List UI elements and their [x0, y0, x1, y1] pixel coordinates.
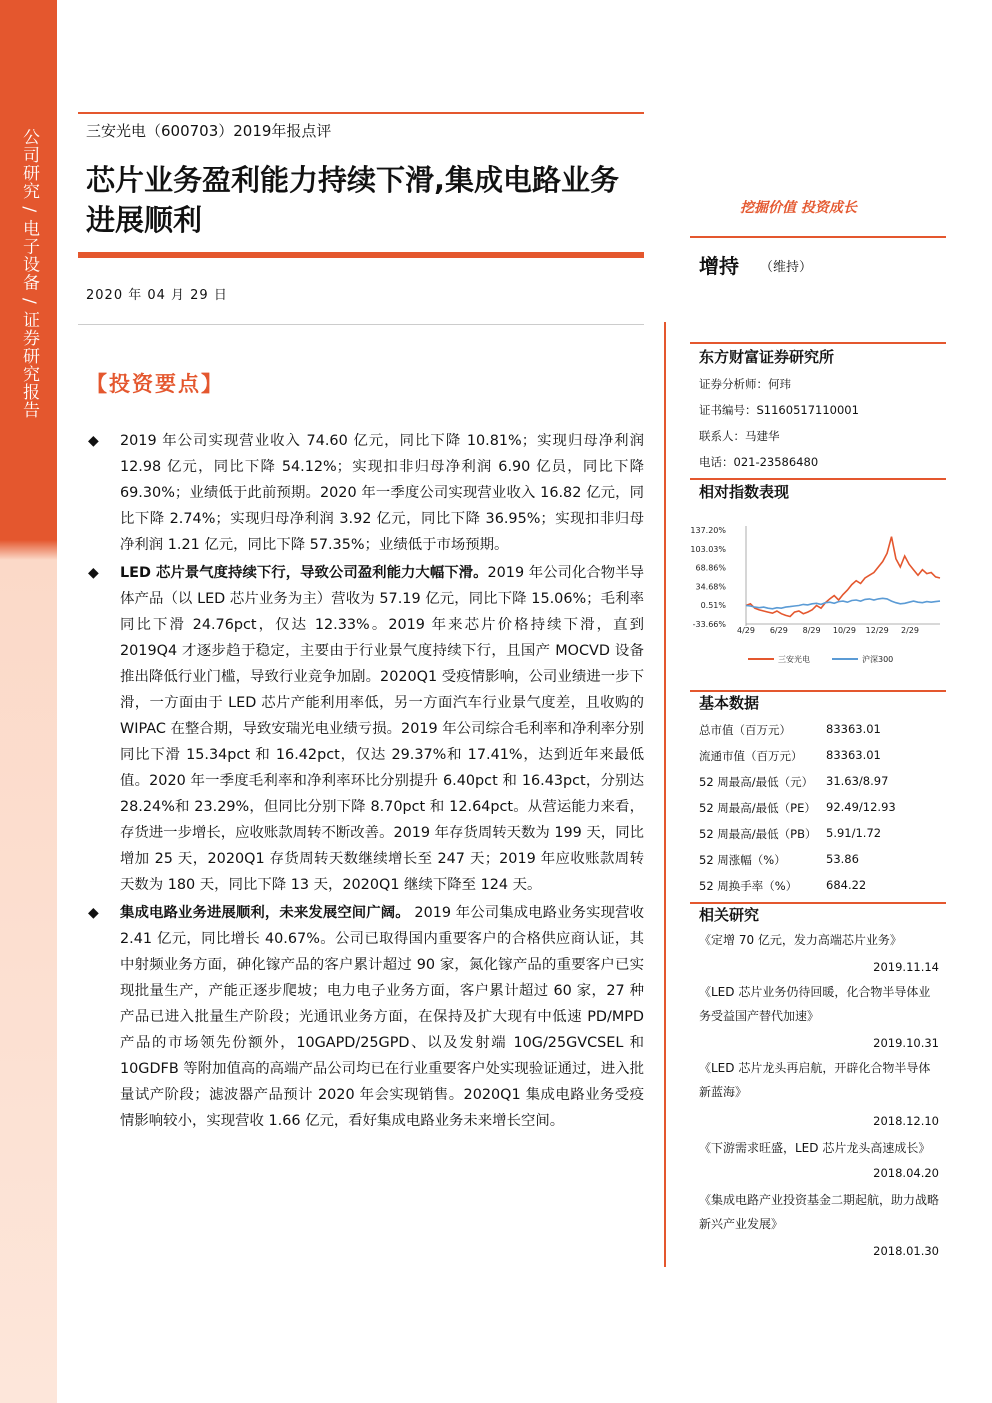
bullet-item	[86, 428, 644, 558]
basic-data-value: 92.49/12.93	[826, 800, 896, 814]
research-date: 2018.12.10	[873, 1114, 939, 1128]
diamond-bullet-icon: ◆	[88, 565, 99, 581]
y-tick-label: 0.51%	[700, 601, 726, 611]
basic-data-value: 5.91/1.72	[826, 826, 882, 840]
slogan: 挖掘价值 投资成长	[740, 200, 857, 216]
chart-heading: 相对指数表现	[699, 483, 790, 501]
diamond-bullet-icon: ◆	[88, 433, 99, 449]
bullet-lead: 集成电路业务进展顺利，未来发展空间广阔。	[120, 905, 410, 921]
basic-data-label: 52 周最高/最低（元）	[699, 775, 814, 789]
basic-data-label: 52 周涨幅（%）	[699, 853, 786, 867]
contact-person: 联系人：马建华	[699, 429, 780, 443]
rating-rule	[690, 236, 946, 238]
y-tick-label: 34.68%	[695, 582, 726, 592]
sidebar	[0, 0, 57, 1403]
date-rule	[78, 324, 644, 325]
bullet-text	[120, 900, 644, 1134]
bullet-body: 2019 年公司化合物半导体产品（以 LED 芯片业务为主）营收为 57.19 亿元，同比下降 15.06%；毛利率同比下滑 24.76pct，仅达 12.33%。2019 年来芯片价格持续下滑，直到 2019Q4 才逐步趋于稳定，主要由于行业景气度持续下行，且国产 MOCVD 设备推出降低行业门槛，导致行业竞争加剧。2020Q1 受疫情影响，公司业绩进一步下滑，一方面由于 LED 芯片产能利用率低，另一方面汽车行业景气度差，且收购的 WIPAC 在整合期，导致安瑞光电业绩亏损。2019 年公司综合毛利率和净利率分别同比下滑 15.34pct 和 16.42pct，仅达 29.37%和 17.41%，达到近年来最低值。2020 年一季度毛利率和净利率环比分别提升 6.40pct 和 16.43pct，分别达 28.24%和 23.29%，但同比分别下降 8.70pct 和 12.64pct。从营运能力来看，存货进一步增长，应收账款周转不断改善。2019 年存货周转天数为 199 天，同比增加 25 天，2020Q1 存货周转天数继续增长至 247 天；2019 年应收账款周转天数为 180 天，同比下降 13 天，2020Q1 继续下降至 124 天。	[120, 565, 644, 893]
investment-points	[86, 428, 644, 1136]
report-header-title: 三安光电（600703）2019年报点评	[86, 122, 332, 140]
column-divider	[664, 322, 666, 1267]
sidebar-category: 公司研究 / 电子设备 / 证券研究报告	[19, 128, 39, 420]
section-heading: 【投资要点】	[86, 372, 224, 396]
basic-data-label: 52 周最高/最低（PB）	[699, 827, 817, 841]
research-link[interactable]: 《LED 芯片业务仍待回暖，化合物半导体业务受益国产替代加速》	[699, 985, 931, 1023]
research-date: 2019.10.31	[873, 1036, 939, 1050]
series-line	[746, 537, 940, 617]
bullet-body: 2019 年公司集成电路业务实现营收 2.41 亿元，同比增长 40.67%。公司已取得国内重要客户的合格供应商认证，其中射频业务方面，砷化镓产品的客户累计超过 90 家，氮化镓产品的重要客户已实现批量生产，产能正逐步爬坡；电力电子业务方面，客户累计超过 60 家，27 种产品已进入批量生产阶段；光通讯业务方面，在保持及扩大现有中低速 PD/MPD 产品的市场领先份额外，10GAPD/25GPD、以及发射端 10G/25GVCSEL 和 10GDFB 等附加值高的高端产品公司均已在行业重要客户处实现验证通过，进入批量试产阶段；滤波器产品预计 2020 年会实现销售。2020Q1 集成电路业务受疫情影响较小，实现营收 1.66 亿元，看好集成电路业务未来增长空间。	[120, 905, 644, 1129]
y-tick-label: 137.20%	[690, 526, 726, 535]
bullet-text	[120, 560, 644, 898]
bullet-text	[120, 428, 644, 558]
research-link[interactable]: 《定增 70 亿元，发力高端芯片业务》	[699, 933, 902, 947]
research-date: 2018.01.30	[873, 1244, 939, 1258]
rating: 增持	[699, 254, 739, 278]
institute-rule	[690, 342, 946, 344]
basic-data-value: 83363.01	[826, 748, 881, 762]
research-link[interactable]: 《下游需求旺盛，LED 芯片龙头高速成长》	[699, 1141, 931, 1155]
research-date: 2019.11.14	[873, 960, 939, 974]
relative-index-chart-svg	[690, 520, 946, 672]
research-date: 2018.04.20	[873, 1166, 939, 1180]
bullet-item	[86, 560, 644, 898]
y-tick-label: 68.86%	[695, 563, 726, 573]
relative-index-chart	[690, 520, 946, 672]
series-line	[746, 598, 940, 609]
research-link[interactable]: 《集成电路产业投资基金二期起航，助力战略新兴产业发展》	[699, 1193, 940, 1231]
basic-data-value: 31.63/8.97	[826, 774, 889, 788]
header-rule	[78, 112, 644, 114]
basic-data-label: 52 周最高/最低（PE）	[699, 801, 816, 815]
chart-rule	[690, 478, 946, 480]
basic-data-value: 83363.01	[826, 722, 881, 736]
basic-data-heading: 基本数据	[699, 694, 760, 712]
x-tick-label: 10/29	[832, 626, 856, 635]
phone-number: 电话：021-23586480	[699, 455, 819, 469]
basic-data-label: 流通市值（百万元）	[699, 749, 803, 763]
bullet-lead: LED 芯片景气度持续下行，导致公司盈利能力大幅下滑。	[120, 565, 488, 581]
y-tick-label: -33.66%	[692, 620, 726, 629]
analyst-name: 证券分析师：何玮	[699, 377, 791, 391]
rating-note: （维持）	[760, 260, 813, 275]
x-tick-label: 2/29	[901, 626, 919, 635]
y-tick-label: 103.03%	[690, 544, 726, 554]
basic-data-label: 52 周换手率（%）	[699, 879, 798, 893]
cert-number: 证书编号：S1160517110001	[699, 403, 859, 417]
title-rule	[78, 252, 644, 258]
bullet-body: 2019 年公司实现营业收入 74.60 亿元，同比下降 10.81%；实现归母净利润 12.98 亿元，同比下降 54.12%；实现扣非归母净利润 6.90 亿员，同比下降 69.30%；业绩低于此前预期。2020 年一季度公司实现营业收入 16.82 亿元，同比下降 2.74%；实现归母净利润 3.92 亿元，同比下降 36.95%；实现扣非归母净利润 1.21 亿元，同比下降 57.35%；业绩低于市场预期。	[120, 433, 644, 553]
bullet-item	[86, 900, 644, 1134]
institute-name: 东方财富证券研究所	[699, 348, 835, 366]
legend-label: 沪深300	[862, 655, 894, 664]
diamond-bullet-icon: ◆	[88, 905, 99, 921]
basic-data-value: 684.22	[826, 878, 867, 892]
x-tick-label: 4/29	[737, 626, 755, 635]
report-date: 2020 年 04 月 29 日	[86, 288, 228, 303]
basic-data-value: 53.86	[826, 852, 859, 866]
x-tick-label: 12/29	[865, 626, 889, 635]
basic-data-label: 总市值（百万元）	[699, 723, 791, 737]
research-heading: 相关研究	[699, 906, 760, 924]
x-tick-label: 6/29	[769, 626, 788, 635]
research-link[interactable]: 《LED 芯片龙头再启航，开辟化合物半导体新蓝海》	[699, 1061, 931, 1099]
x-tick-label: 8/29	[802, 626, 821, 635]
legend-label: 三安光电	[778, 655, 810, 664]
page-title: 芯片业务盈利能力持续下滑,集成电路业务进展顺利	[86, 163, 620, 237]
